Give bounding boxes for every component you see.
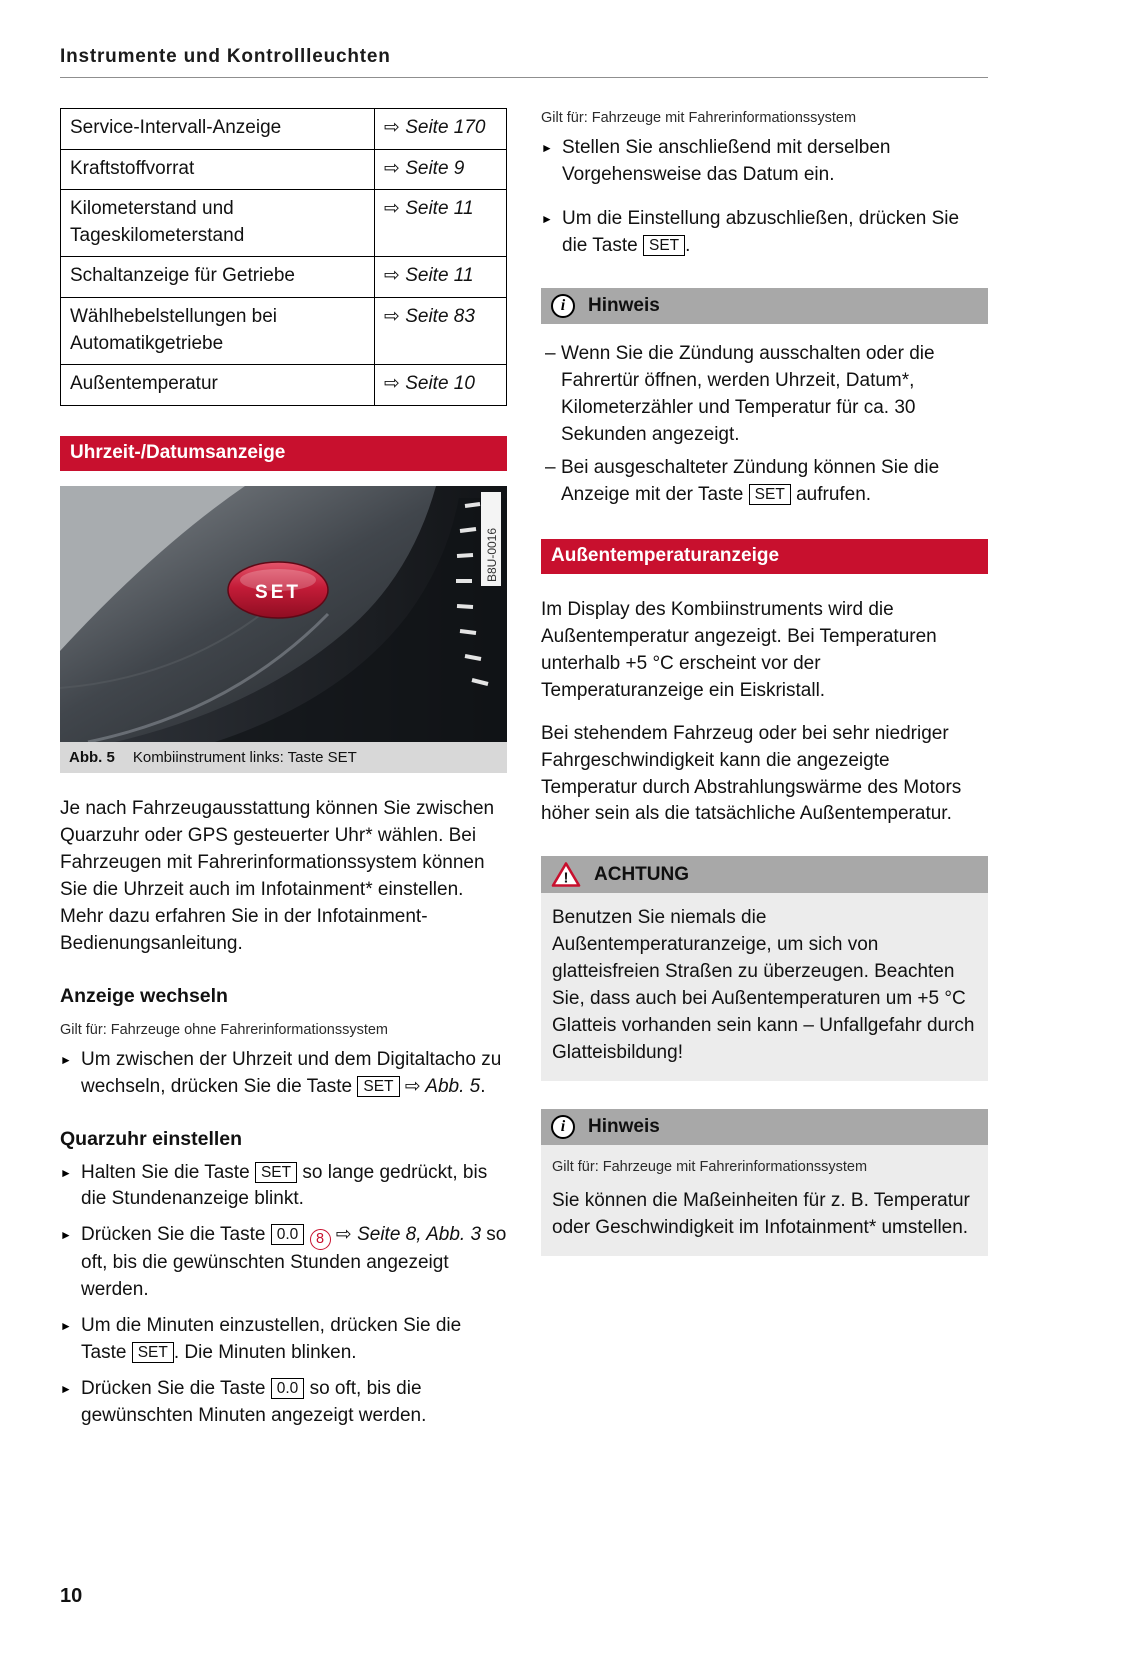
intro-paragraph: Je nach Fahrzeugausstattung können Sie zwischen Quarzuhr oder GPS gesteuerter Uhr* wählen. Bei Fahrzeugen mit Fahrerinformationssystem können Sie die Uhrzeit auch im Infotainment* einstellen. Mehr dazu erfahren Sie in der Infotainment-Bedienungsanleitung. [60,797,495,954]
bullet-icon: ► [60,1382,72,1397]
bullet-text [562,137,890,185]
cross-reference: ⇨ Seite 8, Abb. 3 [335,1224,482,1246]
text-segment: . [685,234,691,256]
table-cell-label: Schaltanzeige für Getriebe [61,257,375,298]
list-item [60,1376,507,1430]
notice-title: Hinweis [588,294,660,316]
bullet-icon: ► [60,1228,72,1243]
left-column [60,108,507,1430]
bullet-list [60,1160,507,1431]
notice-text: Sie können die Maßeinheiten für z. B. Temperatur oder Geschwindigkeit im Infotainment* umstellen. [552,1189,970,1238]
applies-note: Gilt für: Fahrzeuge mit Fahrerinformationssystem [541,110,857,126]
table-cell-ref: ⇨ Seite 9 [375,149,507,190]
table-row [61,297,507,364]
figure-abb5 [60,486,507,773]
text-segment: Um die Einstellung abzuschließen, drücken Sie die Taste [562,207,960,256]
subheading-quarzuhr: Quarzuhr einstellen [60,1127,243,1150]
bullet-icon: ► [541,141,553,155]
bullet-text [81,1378,426,1426]
notice-header [541,288,988,324]
table-cell-label: Wählhebelstellungen bei Automatikgetriebe [61,297,375,364]
table-row [61,149,507,190]
bullet-text [562,208,959,256]
dash-icon: – [545,342,556,364]
figure-caption [60,742,507,773]
hinweis-box-1 [541,288,988,509]
text-segment: Um die Minuten einzustellen, drücken Sie die Taste [81,1315,462,1364]
figure-caption-label: Abb. 5 [69,748,115,766]
figure-caption-text: Kombiinstrument links: Taste SET [132,748,357,766]
notice-body [541,1145,988,1256]
text-segment: . Die Minuten blinken. [173,1342,357,1364]
text-segment: Halten Sie die Taste [81,1161,255,1183]
key-cap: SET [643,235,685,256]
bullet-icon: ► [60,1052,72,1067]
text-segment: Um zwischen der Uhrzeit und dem Digitaltacho zu wechseln, drücken Sie die Taste [81,1048,502,1097]
key-cap: 0.0 [271,1224,305,1245]
text-segment: . [480,1075,486,1097]
notice-body [541,324,988,509]
key-cap: 0.0 [271,1378,305,1399]
dash-icon: – [545,456,556,478]
warning-glyph: ! [563,869,569,887]
text-segment [304,1224,309,1245]
text-segment: Bei ausgeschalteter Zündung können Sie die Anzeige mit der Taste [561,456,940,505]
text-segment: Stellen Sie anschließend mit derselben Vorgehensweise das Datum ein. [562,137,891,185]
overview-table [60,108,507,406]
list-item [541,135,988,189]
table-cell-ref: ⇨ Seite 11 [375,257,507,298]
table-row [61,190,507,257]
text-segment: so lange gedrückt, bis die Stundenanzeige blinkt. [81,1161,488,1210]
table-cell-ref: ⇨ Seite 83 [375,297,507,364]
bullet-icon: ► [541,211,553,226]
info-icon: i [551,294,575,318]
table-row [61,257,507,298]
key-cap: SET [255,1162,297,1183]
table-cell-ref: ⇨ Seite 170 [375,109,507,150]
dash-list [543,341,984,509]
table-cell-label: Außentemperatur [61,365,375,406]
key-cap: SET [132,1342,174,1363]
table-cell-label: Kraftstoffvorrat [61,149,375,190]
paragraph: Bei stehendem Fahrzeug oder bei sehr niedriger Fahrgeschwindigkeit kann die angezeigte Temperatur durch Abstrahlungswärme des Motors höher sein als die tatsächliche Außentemperatur. [541,722,962,825]
text-segment: Drücken Sie die Taste [81,1224,271,1246]
notice-header [541,856,988,893]
warning-triangle-icon [551,861,581,888]
section-title-uhrzeit: Uhrzeit-/Datumsanzeige [60,436,507,471]
paragraph: Im Display des Kombiinstruments wird die Außentemperatur angezeigt. Bei Temperaturen unterhalb +5 °C erscheint vor der Temperaturanzeige ein Eiskristall. [541,598,937,701]
page-number: 10 [60,1585,83,1607]
notice-title: ACHTUNG [594,863,689,885]
text-segment: so oft, bis die gewünschten Minuten angezeigt werden. [81,1378,427,1427]
list-item [60,1047,507,1101]
bullet-list [541,135,988,260]
two-column-layout [60,108,988,1430]
dash-text [561,343,935,445]
achtung-text: Benutzen Sie niemals die Außentemperaturanzeige, um sich von glatteisfreien Straßen zu überzeugen. Beachten Sie, dass auch bei Außentemperaturen um +5 °C Glatteis vorhanden sein kann – Unfallgefahr durch Glatteisbildung! [541,893,988,1081]
instrument-cluster-photo [60,486,507,742]
text-segment: Drücken Sie die Taste [81,1378,271,1400]
bullet-icon: ► [60,1165,72,1180]
list-item [60,1313,507,1367]
bullet-list [60,1047,507,1101]
table-row [61,365,507,406]
notice-header [541,1109,988,1145]
table-cell-ref: ⇨ Seite 10 [375,365,507,406]
callout-number: 8 [310,1229,331,1250]
achtung-box [541,856,988,1081]
info-icon: i [551,1115,575,1139]
photo-code-label: B8U-0016 [485,527,499,582]
text-segment: so oft, bis die gewünschten Stunden angezeigt werden. [81,1224,507,1301]
key-cap: SET [749,484,791,505]
bullet-text [81,1315,461,1363]
cross-reference: ⇨ Abb. 5 [404,1075,481,1097]
applies-note: Gilt für: Fahrzeuge ohne Fahrerinformationssystem [60,1021,388,1038]
key-cap: SET [357,1076,399,1097]
list-item [60,1160,507,1214]
dash-item [545,341,984,449]
table-cell-label: Kilometerstand und Tageskilometerstand [61,190,375,257]
text-segment: Wenn Sie die Zündung ausschalten oder die Fahrertür öffnen, werden Uhrzeit, Datum*, Kilometerzähler und Temperatur für ca. 30 Sekunden angezeigt. [561,342,935,445]
table-cell-label: Service-Intervall-Anzeige [61,109,375,150]
set-button-label: SET [255,581,301,603]
bullet-text [81,1162,487,1210]
bullet-text [81,1224,506,1300]
table-row [61,109,507,150]
notice-title: Hinweis [588,1116,660,1138]
hinweis-box-2 [541,1109,988,1256]
section-title-aussentemperatur: Außentemperaturanzeige [541,539,988,574]
text-segment: aufrufen. [790,483,872,505]
bullet-text [81,1049,501,1097]
dash-item [545,455,984,509]
list-item [541,206,988,260]
right-column [541,108,988,1430]
subheading-anzeige-wechseln: Anzeige wechseln [60,984,228,1007]
bullet-icon: ► [60,1319,72,1334]
page-header: Instrumente und Kontrollleuchten [60,46,988,78]
list-item [60,1222,507,1304]
dash-text [561,457,939,505]
applies-note: Gilt für: Fahrzeuge mit Fahrerinformationssystem [552,1159,868,1176]
table-cell-ref: ⇨ Seite 11 [375,190,507,257]
